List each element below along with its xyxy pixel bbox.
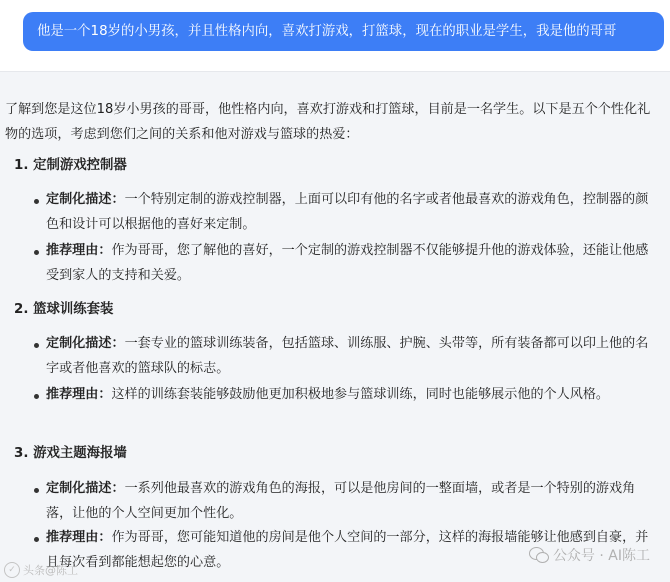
bullet-dot bbox=[34, 250, 39, 255]
wechat-watermark bbox=[529, 545, 650, 565]
bullet-text: 一系列他最喜欢的游戏角色的海报，可以是他房间的一整面墙，或者是一个特别的游戏角落，让他的个人空间更加个性化。 bbox=[46, 481, 636, 521]
watermark-text: 公众号 · AI陈工 bbox=[552, 548, 650, 564]
bullet-dot bbox=[34, 343, 39, 348]
wechat-icon bbox=[529, 547, 549, 563]
bullet-text: 作为哥哥，您可能知道他的房间是他个人空间的一部分，这样的海报墙能够让他感到自豪，并且每次看到都能想起您的心意。 bbox=[46, 530, 649, 570]
bullet-dot bbox=[34, 488, 39, 493]
bullet-dot bbox=[34, 537, 39, 542]
toutiao-watermark bbox=[4, 562, 78, 578]
bullet-text: 一套专业的篮球训练装备，包括篮球、训练服、护腕、头带等，所有装备都可以印上他的名字或者他喜欢的篮球队的标志。 bbox=[46, 336, 649, 376]
watermark-left-text: 头条@陈工 bbox=[23, 564, 78, 577]
bullet-text: 这样的训练套装能够鼓励他更加积极地参与篮球训练，同时也能够展示他的个人风格。 bbox=[111, 387, 610, 402]
bullet-label: 定制化描述： bbox=[46, 192, 125, 207]
bullet-dot bbox=[34, 394, 39, 399]
section-title: 2. 篮球训练套装 bbox=[14, 302, 114, 317]
toutiao-icon: ✓ bbox=[4, 562, 20, 578]
bullet-text: 作为哥哥，您了解他的喜好，一个定制的游戏控制器不仅能够提升他的游戏体验，还能让他感受到家人的支持和关爱。 bbox=[46, 243, 649, 283]
section-title: 3. 游戏主题海报墙 bbox=[14, 446, 127, 461]
list-item bbox=[46, 331, 651, 381]
list-item bbox=[46, 382, 651, 407]
list-item bbox=[46, 187, 651, 237]
assistant-answer bbox=[0, 71, 670, 582]
section-title: 1. 定制游戏控制器 bbox=[14, 158, 127, 173]
bullet-label: 推荐理由： bbox=[46, 530, 112, 545]
bullet-label: 推荐理由： bbox=[46, 387, 112, 402]
list-item bbox=[46, 238, 651, 288]
bullet-dot bbox=[34, 199, 39, 204]
bullet-label: 推荐理由： bbox=[46, 243, 112, 258]
list-item bbox=[46, 476, 651, 526]
bullet-label: 定制化描述： bbox=[46, 336, 125, 351]
user-message-bubble: 他是一个18岁的小男孩，并且性格内向，喜欢打游戏，打篮球，现在的职业是学生，我是他的哥哥 bbox=[23, 12, 664, 51]
answer-intro: 了解到您是这位18岁小男孩的哥哥，他性格内向，喜欢打游戏和打篮球，目前是一名学生。以下是五个个性化礼物的选项，考虑到您们之间的关系和他对游戏与篮球的热爱： bbox=[5, 102, 651, 142]
bullet-text: 一个特别定制的游戏控制器，上面可以印有他的名字或者他最喜欢的游戏角色，控制器的颜色和设计可以根据他的喜好来定制。 bbox=[46, 192, 649, 232]
bullet-label: 定制化描述： bbox=[46, 481, 125, 496]
user-message-area bbox=[0, 0, 670, 71]
